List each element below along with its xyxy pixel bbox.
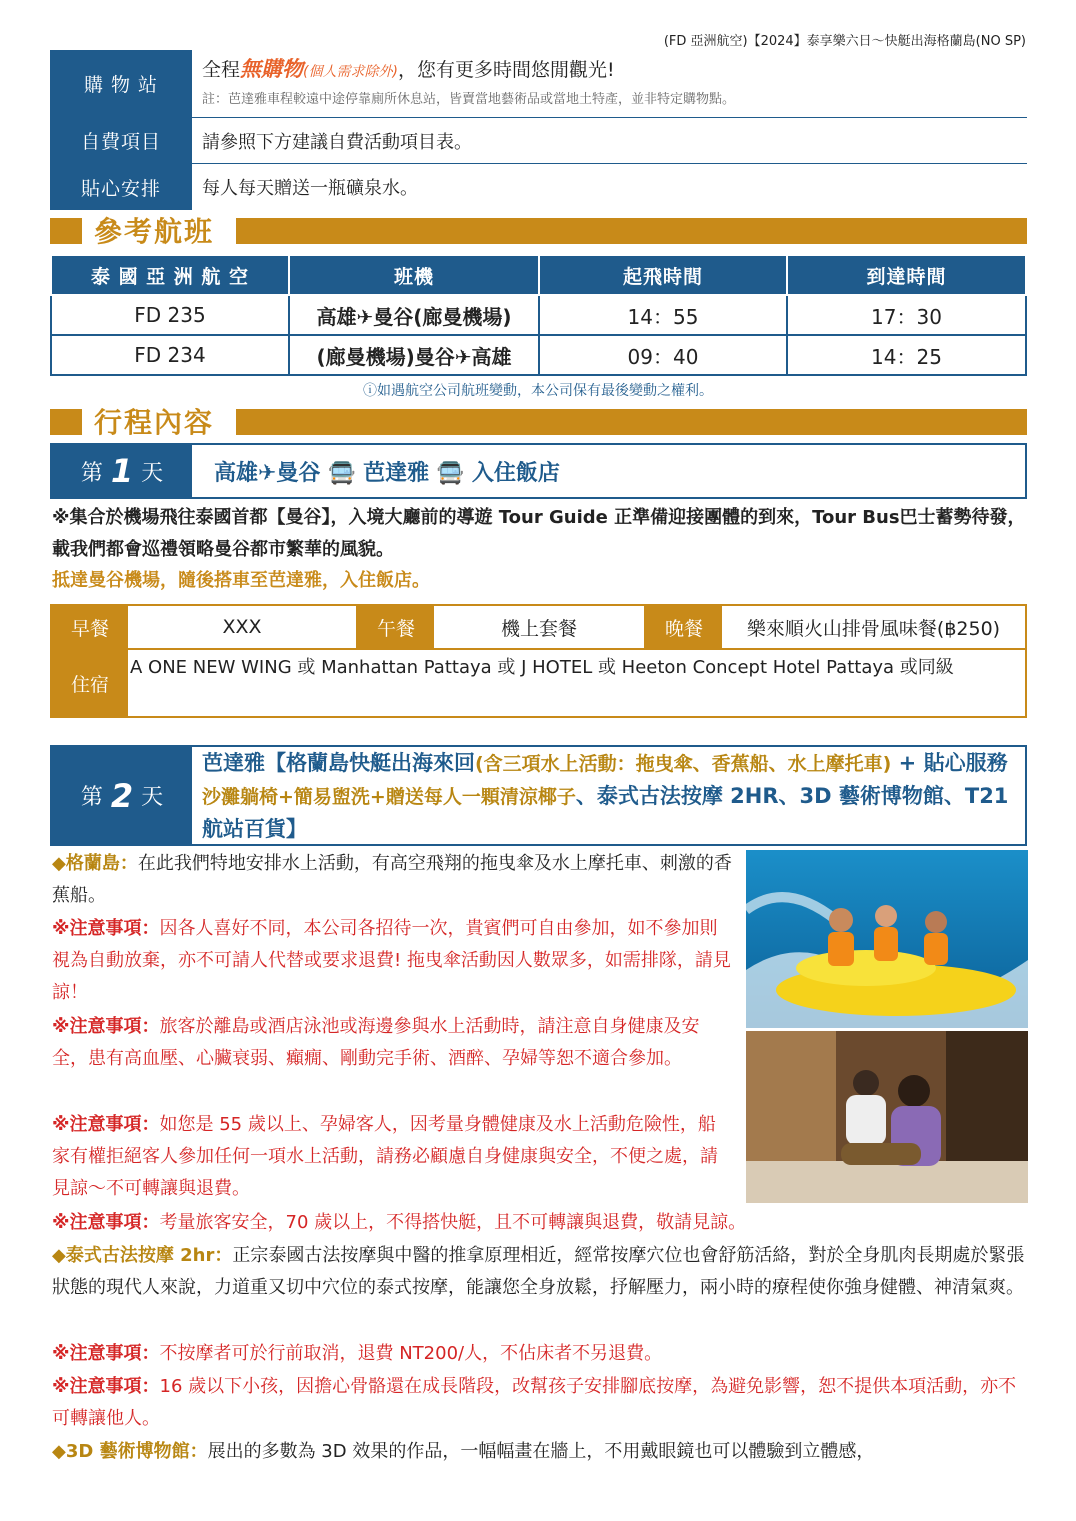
museum-item	[52, 1436, 1027, 1468]
document-header-line: (FD 亞洲航空)【2024】泰享樂六日～快艇出海格蘭島(NO SP)	[663, 34, 1026, 49]
note-label: ※注意事項：	[52, 1114, 160, 1135]
note-text: 旅客於離島或酒店泳池或海邊參與水上活動時，請注意自身健康及安全，患有高血壓、心臟衰弱、癲癇、剛動完手術、酒醉、孕婦等恕不適合參加。	[52, 1016, 700, 1069]
dinner-value: 樂來順火山排骨風味餐(฿250)	[746, 617, 1001, 640]
flights-col-flight: 班機	[289, 255, 539, 295]
lunch-label: 午餐	[358, 606, 434, 648]
info-table	[50, 50, 1027, 210]
note-label: ※注意事項：	[52, 1376, 160, 1397]
table-row	[51, 295, 1026, 335]
flights-table	[50, 254, 1027, 376]
selfpay-row	[50, 118, 1027, 164]
flights-note: ⓘ如遇航空公司航班變動，本公司保有最後變動之權利。	[363, 383, 713, 399]
table-row	[51, 335, 1026, 375]
museum-text: 展出的多數為 3D 效果的作品，一幅幅畫在牆上，不用戴眼鏡也可以體驗到立體感，	[207, 1441, 875, 1462]
shopping-row	[50, 50, 1027, 118]
meals-row	[52, 606, 1025, 650]
note-item	[52, 1371, 1027, 1435]
day2-title-extras: 沙灘躺椅+簡易盥洗+贈送每人一顆清涼椰子	[202, 786, 576, 808]
day1-description: ※集合於機場飛往泰國首都【曼谷】，入境大廳前的導遊 Tour Guide 正準備迎接團體的到來，Tour Bus巴士蓄勢待發，載我們都會巡禮領略曼谷都市繁華的風貌。	[52, 507, 1026, 560]
care-value: 每人每天贈送一瓶礦泉水。	[202, 178, 418, 199]
note-item	[52, 1338, 1027, 1370]
note-item	[52, 1109, 732, 1205]
shopping-value	[192, 50, 1027, 117]
day-suffix: 天	[141, 785, 164, 810]
section-title: 參考航班	[94, 215, 215, 248]
day1-arrival: 抵達曼谷機場，隨後搭車至芭達雅，入住飯店。	[52, 570, 430, 591]
flights-col-depart: 起飛時間	[539, 255, 787, 295]
massage-heading: ◆泰式古法按摩 2hr：	[52, 1245, 233, 1266]
shopping-pre: 全程	[202, 59, 241, 81]
day-suffix: 天	[141, 460, 164, 486]
note-item	[52, 1207, 1027, 1239]
flight-number: FD 235	[51, 295, 289, 335]
massage-text: 正宗泰國古法按摩與中醫的推拿原理相近，經常按摩穴位也會舒筋活絡，對於全身肌肉長期處於緊張狀態的現代人來說，力道重又切中穴位的泰式按摩，能讓您全身放鬆，抒解壓力，兩小時的療程使你強身健體、神清氣爽。	[52, 1245, 1025, 1298]
flight-arrive-time: 17：30	[787, 295, 1026, 335]
flights-col-airline: 泰 國 亞 洲 航 空	[51, 255, 289, 295]
island-heading: ◆格蘭島：	[52, 853, 138, 874]
selfpay-value: 請參照下方建議自費活動項目表。	[202, 131, 472, 153]
note-label: ※注意事項：	[52, 1212, 160, 1233]
note-label: ※注意事項：	[52, 918, 160, 939]
flight-depart-time: 09：40	[539, 335, 787, 375]
selfpay-label: 自費項目	[50, 118, 192, 163]
breakfast-label: 早餐	[52, 606, 128, 648]
note-text: 16 歲以下小孩，因擔心骨骼還在成長階段，改幫孩子安排腳底按摩，為避免影響，恕不提供本項活動，亦不可轉讓他人。	[52, 1376, 1017, 1429]
section-itinerary-header	[50, 405, 1027, 437]
note-item	[52, 1011, 732, 1075]
day-number: 2	[110, 776, 134, 815]
section-marker	[50, 409, 82, 435]
lunch-value: 機上套餐	[434, 606, 646, 648]
care-row	[50, 164, 1027, 210]
shopping-post: ，您有更多時間悠閒觀光!	[397, 59, 615, 81]
day1-label	[52, 445, 192, 497]
thai-massage-photo	[746, 1031, 1028, 1203]
note-label: ※注意事項：	[52, 1343, 160, 1364]
flights-col-arrive: 到達時間	[787, 255, 1026, 295]
section-bar	[236, 409, 1027, 435]
dinner-label: 晚餐	[646, 606, 722, 648]
note-item	[52, 913, 732, 1009]
banana-boat-photo	[746, 850, 1028, 1028]
flights-header-row	[51, 255, 1026, 295]
day2-title-service: + 貼心服務	[891, 751, 1008, 775]
shopping-note: 註：芭達雅車程較遠中途停靠廁所休息站，皆賣當地藝術品或當地土特產，並非特定購物點。	[202, 92, 736, 107]
day2-label	[52, 747, 192, 844]
stay-value: A ONE NEW WING 或 Manhattan Pattaya 或 J HOTEL 或 Heeton Concept Hotel Pattaya 或同級	[130, 657, 954, 678]
day-number: 1	[110, 452, 134, 490]
day2-title-activities: (含三項水上活動：拖曳傘、香蕉船、水上摩托車)	[475, 753, 892, 775]
day-prefix: 第	[80, 785, 103, 810]
day-prefix: 第	[80, 460, 103, 486]
note-text: 因各人喜好不同，本公司各招待一次，貴賓們可自由參加，如不參加則視為自動放棄，亦不可請人代替或要求退費! 拖曳傘活動因人數眾多，如需排隊，請見諒！	[52, 918, 731, 1003]
note-label: ※注意事項：	[52, 1016, 160, 1037]
flight-number: FD 234	[51, 335, 289, 375]
flight-arrive-time: 14：25	[787, 335, 1026, 375]
flight-route: (廊曼機場)曼谷✈高雄	[289, 335, 539, 375]
section-marker	[50, 218, 82, 244]
care-label: 貼心安排	[50, 164, 192, 210]
museum-heading: ◆3D 藝術博物館：	[52, 1441, 208, 1462]
day1-meals-table	[50, 604, 1027, 718]
note-text: 考量旅客安全，70 歲以上，不得搭快艇，且不可轉讓與退費，敬請見諒。	[159, 1212, 747, 1233]
day2-title-rest: 、泰式古法按摩 2HR、3D 藝術博物館、T21 航站百貨】	[202, 784, 1009, 841]
section-flights-header	[50, 214, 1027, 246]
no-shopping-text: 無購物	[240, 57, 304, 81]
section-bar	[236, 218, 1027, 244]
stay-row	[52, 650, 1025, 716]
day2-title-main: 芭達雅【格蘭島快艇出海來回	[202, 751, 475, 775]
island-item	[52, 848, 732, 912]
note-text: 不按摩者可於行前取消，退費 NT200/人，不佔床者不另退費。	[159, 1343, 663, 1364]
note-text: 如您是 55 歲以上、孕婦客人，因考量身體健康及水上活動危險性，船家有權拒絕客人參加任何一項水上活動，請務必顧慮自身健康與安全，不便之處，請見諒～不可轉讓與退費。	[52, 1114, 718, 1199]
island-text: 在此我們特地安排水上活動，有高空飛翔的拖曳傘及水上摩托車、刺激的香蕉船。	[52, 853, 732, 906]
flight-depart-time: 14：55	[539, 295, 787, 335]
shopping-label: 購 物 站	[50, 50, 192, 117]
day1-header	[50, 443, 1027, 499]
massage-item	[52, 1240, 1027, 1304]
day1-title: 高雄✈曼谷 🚍 芭達雅 🚍 入住飯店	[214, 460, 560, 486]
breakfast-value: XXX	[128, 606, 358, 648]
section-title: 行程內容	[94, 406, 215, 439]
day2-title	[192, 747, 1025, 844]
stay-label: 住宿	[52, 650, 128, 716]
flight-route: 高雄✈曼谷(廊曼機場)	[289, 295, 539, 335]
day2-header	[50, 745, 1027, 846]
shopping-exception: (個人需求除外)	[303, 64, 398, 80]
